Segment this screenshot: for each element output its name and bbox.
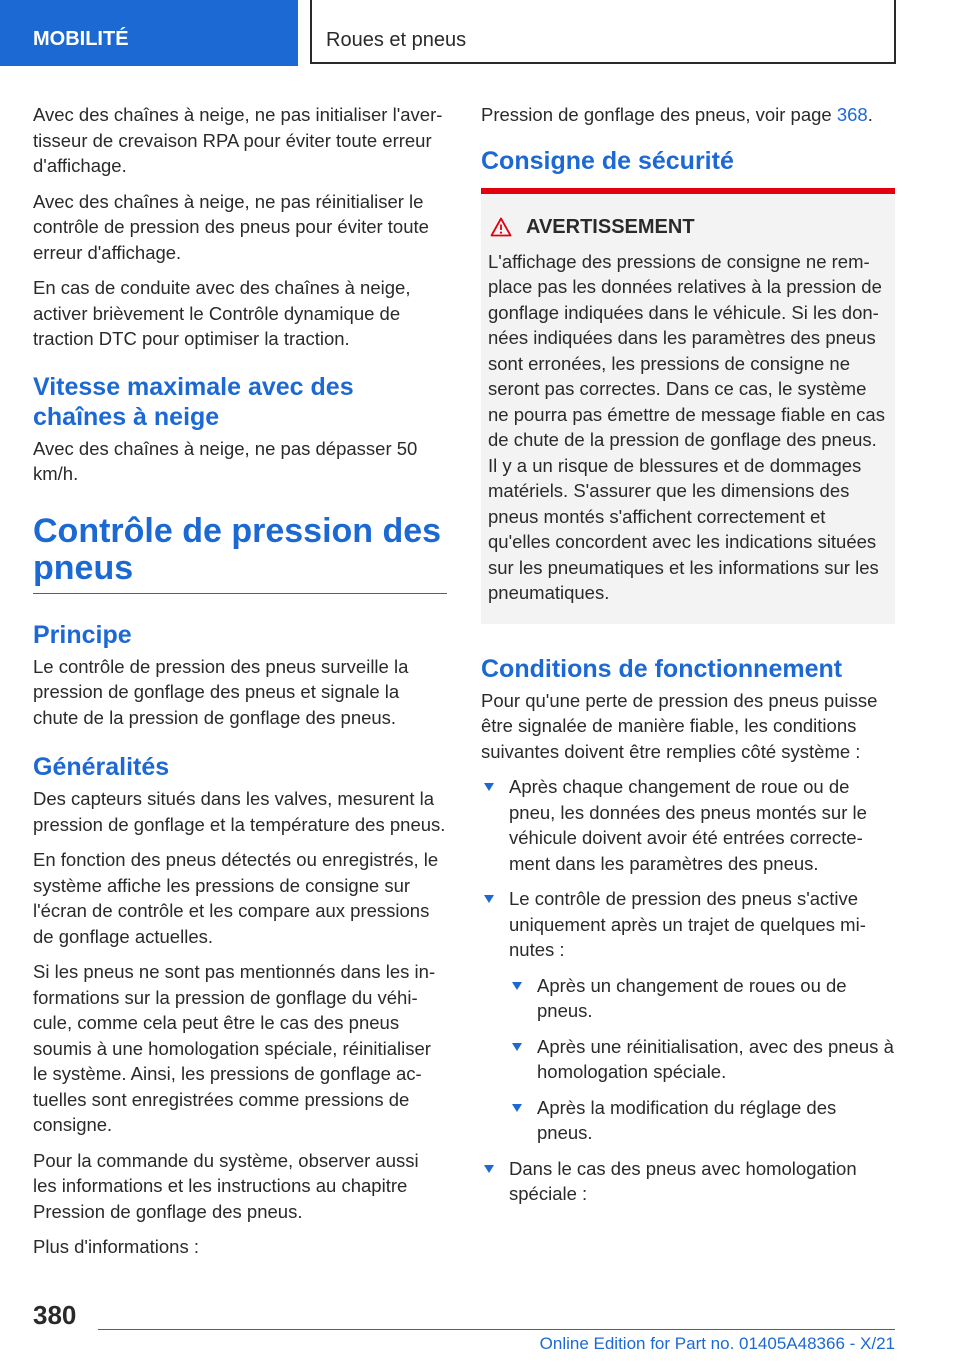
paragraph: En fonction des pneus détectés ou enregistrés, le système affiche les pressions de consigne sur l'écran de contrôle et les compare aux pressions de gonflage actuelles. [33, 849, 439, 947]
paragraph: Des capteurs situés dans les valves, mesurent la pression de gonflage et la température des pneus. [33, 788, 446, 835]
list-item [481, 886, 895, 1146]
heading-principe: Principe [33, 620, 132, 649]
warning-title-text: AVERTISSEMENT [526, 215, 695, 238]
list-item: Après un changement de roues ou de pneus. [509, 973, 895, 1024]
paragraph: Avec des chaînes à neige, ne pas initialiser l'avertisseur de crevaison RPA pour éviter toute erreur d'affichage. [33, 104, 443, 176]
paragraph: Avec des chaînes à neige, ne pas réinitialiser le contrôle de pression des pneus pour éviter toute erreur d'affichage. [33, 190, 429, 263]
list-item: Après une réinitialisation, avec des pneus à homologation spéciale. [509, 1034, 895, 1085]
warning-text: L'affichage des pressions de consigne ne remplace pas les données relatives à la pression de gonflage indiquées dans le véhicule. Si les données indiquées dans les paramètres des pneus sont erronées, les pressions de consigne ne seront pas correctes. Dans ce cas, le système ne pourra pas émettre de message fiable en cas de chute de la pression de gonflage des pneus. Il y a un risque de blessures et de dommages matériels. S'assurer que les dimensions des pneus montés s'affichent correctement et qu'elles concordent avec les indications situées sur les pneumatiques et les informations sur les pneumatiques. [488, 250, 885, 603]
conditions-list [481, 774, 895, 1207]
paragraph: Plus d'informations : [33, 1236, 199, 1257]
reference-end: . [867, 104, 873, 125]
paragraph: Le contrôle de pression des pneus surveille la pression de gonflage des pneus et signale la chute de la pression de gonflage des pneus. [33, 655, 409, 728]
header-section: MOBILITÉ [0, 0, 298, 66]
paragraph: Si les pneus ne sont pas mentionnés dans les informations sur la pression de gonflage du véhicule, comme cela peut être le cas des pneus soumis à une homologation spéciale, réinitialiser le système. Ainsi, les pressions de gonflage actuelles sont enregistrées comme pressions de consigne. [33, 961, 436, 1135]
paragraph: En cas de conduite avec des chaînes à neige, activer brièvement le Contrôle dynamique de traction DTC pour optimiser la traction. [33, 277, 411, 349]
left-column [33, 102, 447, 1270]
heading-controle-pression: Contrôle de pression des pneus [33, 513, 447, 594]
reference-text: Pression de gonflage des pneus, voir page [481, 104, 837, 125]
list-item-text: Le contrôle de pression des pneus s'active uniquement après un trajet de quelques minutes : [509, 888, 866, 960]
paragraph: Pour qu'une perte de pression des pneus puisse être signalée de manière fiable, les conditions suivantes doivent être remplies côté système : [481, 689, 878, 762]
right-column [481, 102, 895, 1217]
paragraph: Avec des chaînes à neige, ne pas dépasser 50 km/h. [33, 437, 418, 484]
sub-list [509, 973, 895, 1146]
page-reference [481, 102, 895, 128]
list-item: Après chaque changement de roue ou de pneu, les données des pneus montés sur le véhicule doivent avoir été entrées correctement dans les paramètres des pneus. [481, 774, 895, 876]
header-topic: Roues et pneus [310, 0, 896, 64]
list-item: Dans le cas des pneus avec homologation spéciale : [481, 1156, 895, 1207]
warning-icon [490, 217, 512, 237]
footer-edition: Online Edition for Part no. 01405A48366 - X/21 [539, 1334, 895, 1353]
heading-generalites: Généralités [33, 753, 170, 781]
warning-box [481, 188, 895, 624]
page-link[interactable]: 368 [836, 104, 868, 125]
heading-vitesse-maximale: Vitesse maximale avec des chaînes à neige [33, 372, 354, 431]
page-number: 380 [33, 1300, 77, 1330]
paragraph: Pour la commande du système, observer aussi les informations et les instructions au chapitre Pression de gonflage des pneus. [33, 1149, 419, 1222]
heading-consigne-securite: Consigne de sécurité [481, 146, 734, 175]
list-item: Après la modification du réglage des pneus. [509, 1095, 895, 1146]
heading-conditions: Conditions de fonctionnement [481, 654, 843, 683]
footer-divider [98, 1329, 895, 1330]
warning-title [488, 216, 889, 239]
